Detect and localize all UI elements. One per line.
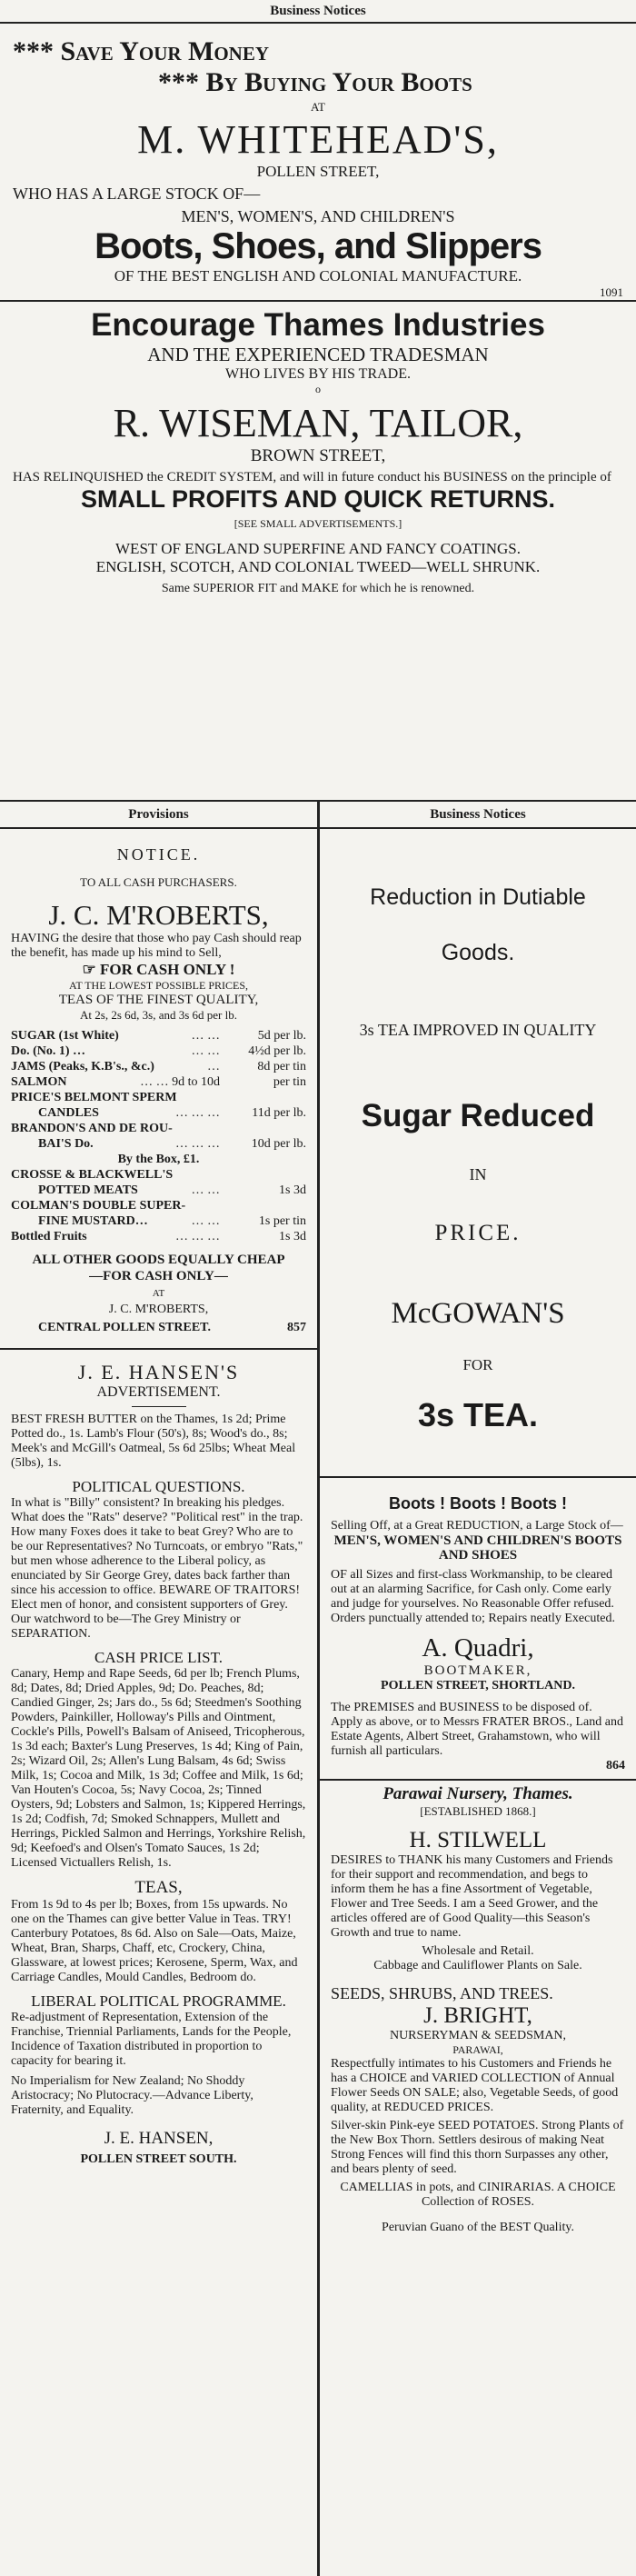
mroberts-name: J. C. M'ROBERTS, — [48, 899, 269, 931]
price-value: per tin — [273, 1075, 306, 1089]
price-row — [11, 1059, 306, 1074]
price-item: BRANDON'S AND DE ROU- — [11, 1122, 173, 1135]
central-pollen-row — [11, 1321, 306, 1335]
silver-skin-text: Silver-skin Pink-eye SEED POTATOES. Strong Plants of the New Box Thorn. Settlers desirous of making Neat Strong Fences will find this thorn Surpasses any other, and bears plenty of seed. — [331, 2119, 624, 2176]
price-value — [220, 1121, 306, 1136]
tea-improved: 3s TEA IMPROVED IN QUALITY — [359, 1021, 597, 1039]
same-fit: Same SUPERIOR FIT and MAKE for which he is renowned. — [161, 582, 475, 595]
price-row — [11, 1028, 306, 1043]
price-row — [11, 1121, 306, 1136]
two-columns — [0, 800, 636, 2576]
desires-text: DESIRES to THANK his many Customers and Friends for their support and recommendation, and begs to inform them he has a fine Assortment of Vegetable, Flower and Tree Seeds. I am a Seed Grower, and the articles offered are of Good Quality—this Season's Growth and true to name. — [331, 1853, 613, 1940]
peruvian-guano: Peruvian Guano of the BEST Quality. — [382, 2221, 574, 2234]
price-item: FINE MUSTARD… — [38, 1214, 148, 1228]
price-value — [220, 1198, 306, 1213]
parawai-label: PARAWAI, — [452, 2043, 503, 2056]
price-item: PRICE'S BELMONT SPERM — [11, 1091, 177, 1104]
at-label: AT — [311, 100, 325, 114]
pollen-shortland: POLLEN STREET, SHORTLAND. — [381, 1679, 575, 1692]
hansen-title: J. E. HANSEN'S — [77, 1361, 240, 1383]
price-item: Bottled Fruits — [11, 1230, 87, 1243]
sugar-reduced: Sugar Reduced — [361, 1098, 595, 1133]
experienced-line: AND THE EXPERIENCED TRADESMAN — [147, 344, 489, 365]
selling-off: Selling Off, at a Great REDUCTION, a Large Stock of— — [331, 1519, 623, 1533]
wiseman-street: BROWN STREET, — [250, 446, 386, 465]
divider — [0, 1348, 317, 1350]
price-item: SUGAR (1st White) — [11, 1029, 119, 1043]
pollen-south: POLLEN STREET SOUTH. — [80, 2152, 237, 2166]
price-row — [11, 1043, 306, 1059]
provisions-header: Provisions — [0, 802, 317, 829]
having-desire: HAVING the desire that those who pay Cash should reap the benefit, has made up his mind to Sell, — [11, 932, 302, 960]
price-row — [11, 1136, 306, 1152]
mens-boots: MEN'S, WOMEN'S AND CHILDREN'S BOOTS AND SHOES — [333, 1533, 622, 1563]
encourage-line: Encourage Thames Industries — [91, 307, 545, 343]
price-value: 1s 3d — [279, 1230, 306, 1243]
teas-text: From 1s 9d to 4s per lb; Boxes, from 15s upwards. No one on the Thames can give better Value in Teas. TRY! Canterbury Potatoes, 8s 6d. Also on Sale—Oats, Maize, Wheat, Bran, Sharps, Chaff, etc, Crockery, China, Glassware, at lowest prices; Kerosene, Sperm, Wax, and Carriage Candles, Mould Candles, Bedroom do. — [11, 1898, 298, 1984]
whitehead-name: M. WHITEHEAD'S, — [137, 117, 499, 162]
price-item: JAMS (Peaks, K.B's., &c.) — [11, 1060, 154, 1073]
liberal-title: LIBERAL POLITICAL PROGRAMME. — [31, 1992, 286, 2010]
price-item: CANDLES — [38, 1106, 99, 1120]
whitehead-best: OF THE BEST ENGLISH AND COLONIAL MANUFACTURE. — [114, 267, 522, 285]
cabbage-plants: Cabbage and Cauliflower Plants on Sale. — [373, 1959, 582, 1972]
small-profits: SMALL PROFITS AND QUICK RETURNS. — [80, 485, 555, 513]
business-notices-column — [320, 802, 636, 2576]
provisions-column — [0, 802, 317, 2576]
business-notices-header: Business Notices — [320, 802, 636, 829]
price-item: POTTED MEATS — [38, 1183, 138, 1197]
save-money-line: *** Save Your Money — [13, 36, 270, 66]
established: [ESTABLISHED 1868.] — [420, 1804, 536, 1818]
boots-headline: Boots ! Boots ! Boots ! — [389, 1494, 567, 1513]
at-label-2: AT — [152, 1288, 165, 1299]
cash-price-text: Canary, Hemp and Rape Seeds, 6d per lb; French Plums, 8d; Dates, 8d; Dried Apples, 9d; Do. Peaches, 8d; Candied Ginger, 2s; Jars do., 5s 6d; Steedmen's Soothing Powders, Painkiller, Holloway's Pills and Ointment, Cockle's Pills, Powell's Balsam of Aniseed, Tricopherous, 1s 3d each; Baxter's Lung Preserves, 1s 4d; King of Pain, 2s; Wizard Oil, 2s; Allen's Lung Balsam, 4s 6d; Swiss Milk, 1s; Cocoa and Milk, 1s 3d; Coffee and Milk, 1s 6d; Van Houten's Cocoa, 5s; Navy Cocoa, 2s; Tinned Oysters, 9d; Lobsters and Salmon, 1s; Kippered Herrings, 1s 2d; Codfish, 7d; Smoked Schnappers, Mullett and Herrings, Pickled Salmon and Herrings, Yorkshire Relish, 9d; Keefoed's and Olsen's Tomato Sauces, 1s 2d; Licensed Victuallers Relish, 1s. — [11, 1667, 306, 1870]
nurseryman: NURSERYMAN & SEEDSMAN, — [389, 2029, 567, 2042]
price-dots: … … … — [175, 1230, 220, 1243]
price-dots: … … — [191, 1044, 220, 1058]
political-questions-title: POLITICAL QUESTIONS. — [72, 1478, 245, 1495]
price-row — [11, 1213, 306, 1229]
price-item: By the Box, £1. — [117, 1153, 200, 1166]
political-questions-text: In what is "Billy" consistent? In breaking his pledges. What does the "Rats" deserve? "Political rest" in the trap. How many Foxes does it take to beat Grey? Who are to be our Representatives? No Turncoats, or embryo "Rats," but men whose adherence to the Liberal policy, as enunciated by Sir George Grey, dates back farther than since his accession to office. BEWARE OF TRAITORS! Elect men of honor, and consistent supporters of Grey. Our watchword to be—The Grey Ministry or SEPARATION. — [11, 1496, 303, 1641]
whitehead-mens: MEN'S, WOMEN'S, AND CHILDREN'S — [181, 207, 455, 225]
price-row — [11, 1183, 306, 1198]
price-item: CROSSE & BLACKWELL'S — [11, 1168, 174, 1182]
page-header: Business Notices — [0, 0, 636, 24]
price-dots: … … — [191, 1183, 220, 1197]
mroberts-number: 857 — [287, 1321, 306, 1334]
price-value: 11d per lb. — [252, 1106, 306, 1120]
for-label: FOR — [462, 1356, 493, 1373]
price-value: 1s 3d — [279, 1183, 306, 1197]
price-row — [11, 1152, 306, 1167]
whitehead-advertisement — [0, 36, 636, 300]
all-other-goods: ALL OTHER GOODS EQUALLY CHEAP — [32, 1253, 285, 1267]
reduction-title: Reduction in Dutiable — [370, 884, 586, 910]
bright-name: J. BRIGHT, — [423, 2003, 532, 2028]
small-divider — [132, 1406, 186, 1407]
price-list — [11, 1028, 306, 1244]
lowest-prices: AT THE LOWEST POSSIBLE PRICES, — [68, 979, 249, 992]
whitehead-number: 1091 — [600, 285, 623, 299]
whitehead-boots: Boots, Shoes, and Slippers — [94, 226, 542, 266]
for-cash-only-2: —FOR CASH ONLY— — [89, 1269, 228, 1283]
price-dots: … … … — [175, 1106, 220, 1120]
price-row — [11, 1198, 306, 1213]
price-row — [11, 1105, 306, 1121]
divider — [320, 1779, 636, 1781]
divider — [0, 300, 636, 302]
price-dots: … … — [191, 1214, 220, 1228]
price-value: 8d per tin — [257, 1060, 306, 1073]
liberal-text: Re-adjustment of Representation, Extension of the Franchise, Triennial Parliaments, Lands for the People, Incidence of Taxation distributed in proportion to capacity for bearing it. — [11, 2011, 292, 2068]
price-row — [11, 1074, 306, 1090]
premises-text: The PREMISES and BUSINESS to be disposed of. Apply as above, or to Messrs FRATER BROS., Land and Estate Agents, Albert Street, Grahamstown, who will furnish all particulars. — [331, 1701, 623, 1758]
price-row — [11, 1229, 306, 1244]
teas-prices: At 2s, 2s 6d, 3s, and 3s 6d per lb. — [80, 1008, 237, 1022]
lives-line: WHO LIVES BY HIS TRADE. — [225, 366, 411, 382]
price-row — [11, 1090, 306, 1105]
camellias-text: CAMELLIAS in pots, and CINIRARIAS. A CHOICE Collection of ROSES. — [340, 2181, 616, 2209]
stilwell-name: H. STILWELL — [409, 1828, 547, 1852]
price-dots: … — [207, 1060, 220, 1073]
teas-finest: TEAS OF THE FINEST QUALITY, — [58, 993, 259, 1007]
price-dots: … … — [191, 1029, 220, 1043]
price-value: 1s per tin — [258, 1214, 306, 1228]
of-all-sizes: OF all Sizes and first-class Workmanship, to be cleared out at an alarming Sacrifice, for Cash only. Come early and judge for yourselves. No Reasonable Offer refused. Orders punctually attended to; Repairs neatly Executed. — [331, 1568, 615, 1625]
goods-title: Goods. — [441, 940, 515, 965]
price-item: BAI'S Do. — [38, 1137, 94, 1151]
mroberts-sign: J. C. M'ROBERTS, — [108, 1303, 209, 1316]
whitehead-who: WHO HAS A LARGE STOCK OF— — [13, 185, 261, 203]
price-item: COLMAN'S DOUBLE SUPER- — [11, 1199, 186, 1213]
price-value — [220, 1090, 306, 1105]
respectfully-text: Respectfully intimates to his Customers and Friends he has a CHOICE and VARIED COLLECTION of Annual Flower Seeds ON SALE; also, Vegetable Seeds, of good quality, at REDUCED PRICES. — [331, 2057, 619, 2114]
wiseman-relinquished: HAS RELINQUISHED the CREDIT SYSTEM, and will in future conduct his BUSINESS on the principle of — [13, 470, 611, 484]
price-dots: … … … — [175, 1137, 220, 1151]
price-value: 5d per lb. — [257, 1029, 306, 1043]
wiseman-name: R. WISEMAN, TAILOR, — [113, 401, 523, 445]
best-butter: BEST FRESH BUTTER on the Thames, 1s 2d; Prime Potted do., 1s. Lamb's Flour (50's), 8s; Wood's do., 8s; Meek's and McGill's Oatmeal, 5s 6d 25lbs; Wheat Meal (5lbs), 1s. — [11, 1413, 296, 1470]
price-label: PRICE. — [434, 1221, 522, 1245]
cash-price-title: CASH PRICE LIST. — [94, 1649, 223, 1666]
premises-number: 864 — [606, 1759, 625, 1772]
mcgowans-title: McGOWAN'S — [391, 1297, 565, 1330]
price-row — [11, 1167, 306, 1183]
advertisement-label: ADVERTISEMENT. — [96, 1384, 221, 1400]
for-cash-only: ☞ FOR CASH ONLY ! — [82, 961, 235, 978]
in-label: IN — [469, 1165, 487, 1183]
tea-3s: 3s TEA. — [417, 1396, 539, 1433]
wholesale: Wholesale and Retail. — [422, 1944, 534, 1958]
whitehead-street: POLLEN STREET, — [256, 163, 380, 180]
notice-title: NOTICE. — [116, 845, 201, 864]
wiseman-advertisement — [0, 307, 636, 596]
west-of-england: WEST OF ENGLAND SUPERFINE AND FANCY COATINGS. — [115, 540, 521, 557]
teas-title: TEAS, — [134, 1878, 183, 1897]
ornament: o — [315, 383, 321, 395]
price-value — [220, 1167, 306, 1183]
price-dots: … … 9d to 10d — [140, 1075, 220, 1089]
buying-boots-line: *** By Buying Your Boots — [158, 67, 472, 97]
cash-purchasers: TO ALL CASH PURCHASERS. — [80, 875, 237, 889]
bootmaker-label: BOOTMAKER, — [423, 1663, 532, 1678]
divider — [320, 1476, 636, 1478]
price-value: 10d per lb. — [251, 1137, 306, 1151]
parawai-nursery: Parawai Nursery, Thames. — [383, 1784, 573, 1803]
seeds-shrubs: SEEDS, SHRUBS, AND TREES. — [331, 1984, 553, 2002]
quadri-name: A. Quadri, — [422, 1633, 534, 1662]
see-small-ads: [SEE SMALL ADVERTISEMENTS.] — [234, 517, 402, 530]
price-value: 4½d per lb. — [248, 1044, 306, 1058]
english-tweed: ENGLISH, SCOTCH, AND COLONIAL TWEED—WELL SHRUNK. — [95, 558, 541, 575]
central-pollen: CENTRAL POLLEN STREET. — [38, 1321, 211, 1334]
imperialism-text: No Imperialism for New Zealand; No Shoddy Aristocracy; No Plutocracy.—Advance Liberty, Fraternity, and Equality. — [11, 2074, 253, 2117]
hansen-sign: J. E. HANSEN, — [104, 2129, 214, 2148]
price-item: SALMON — [11, 1075, 67, 1089]
price-item: Do. (No. 1) … — [11, 1044, 86, 1058]
